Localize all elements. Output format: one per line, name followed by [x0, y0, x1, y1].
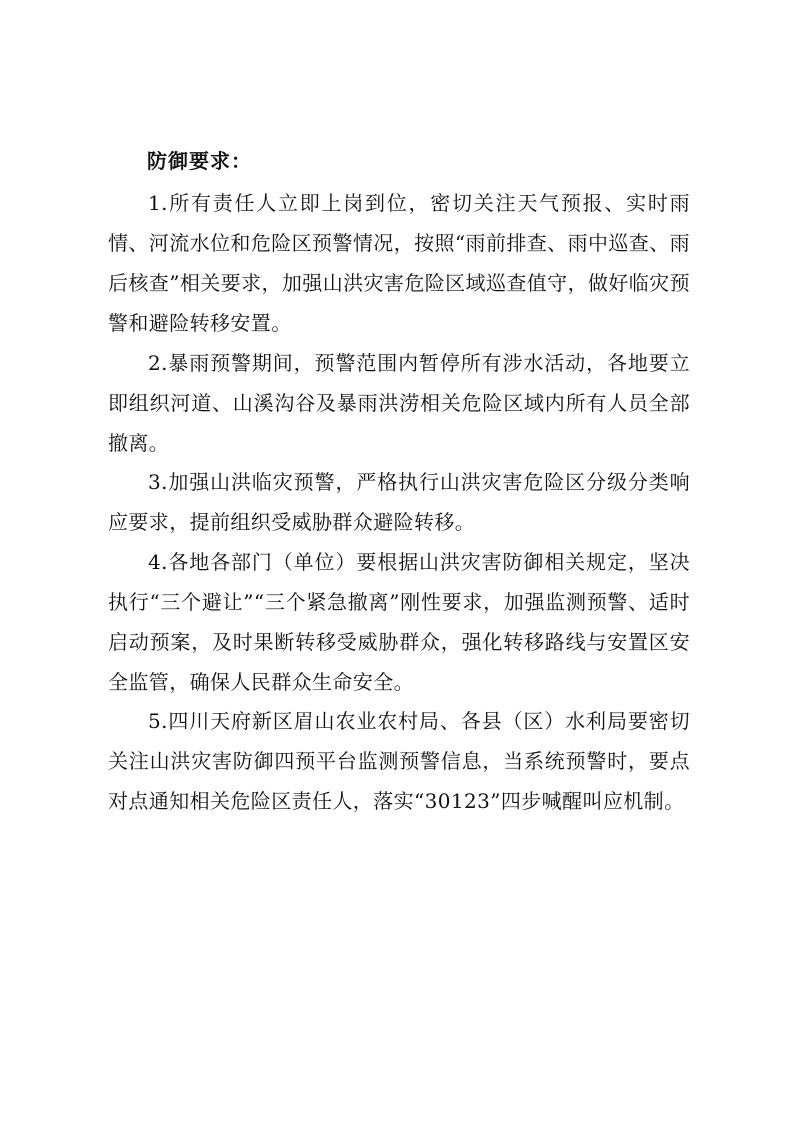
- paragraph-2: 2.暴雨预警期间，预警范围内暂停所有涉水活动，各地要立即组织河道、山溪沟谷及暴雨洪涝相关危险区域内所有人员全部撤离。: [108, 351, 690, 455]
- section-heading: 防御要求：: [147, 149, 252, 173]
- paragraph-5: 5.四川天府新区眉山农业农村局、各县（区）水利局要密切关注山洪灾害防御四预平台监测预警信息，当系统预警时，要点对点通知相关危险区责任人，落实“30123”四步喊醒叫应机制。: [108, 709, 690, 813]
- paragraph-3: 3.加强山洪临灾预警，严格执行山洪灾害危险区分级分类响应要求，提前组织受威胁群众避险转移。: [108, 470, 690, 534]
- paragraph-1: 1.所有责任人立即上岗到位，密切关注天气预报、实时雨情、河流水位和危险区预警情况，按照“雨前排查、雨中巡查、雨后核查”相关要求，加强山洪灾害危险区域巡查值守，做好临灾预警和避险转移安置。: [108, 191, 690, 335]
- paragraph-4: 4.各地各部门（单位）要根据山洪灾害防御相关规定，坚决执行“三个避让”“三个紧急撤离”刚性要求，加强监测预警、适时启动预案，及时果断转移受威胁群众，强化转移路线与安置区安全监管，确保人民群众生命安全。: [108, 550, 690, 694]
